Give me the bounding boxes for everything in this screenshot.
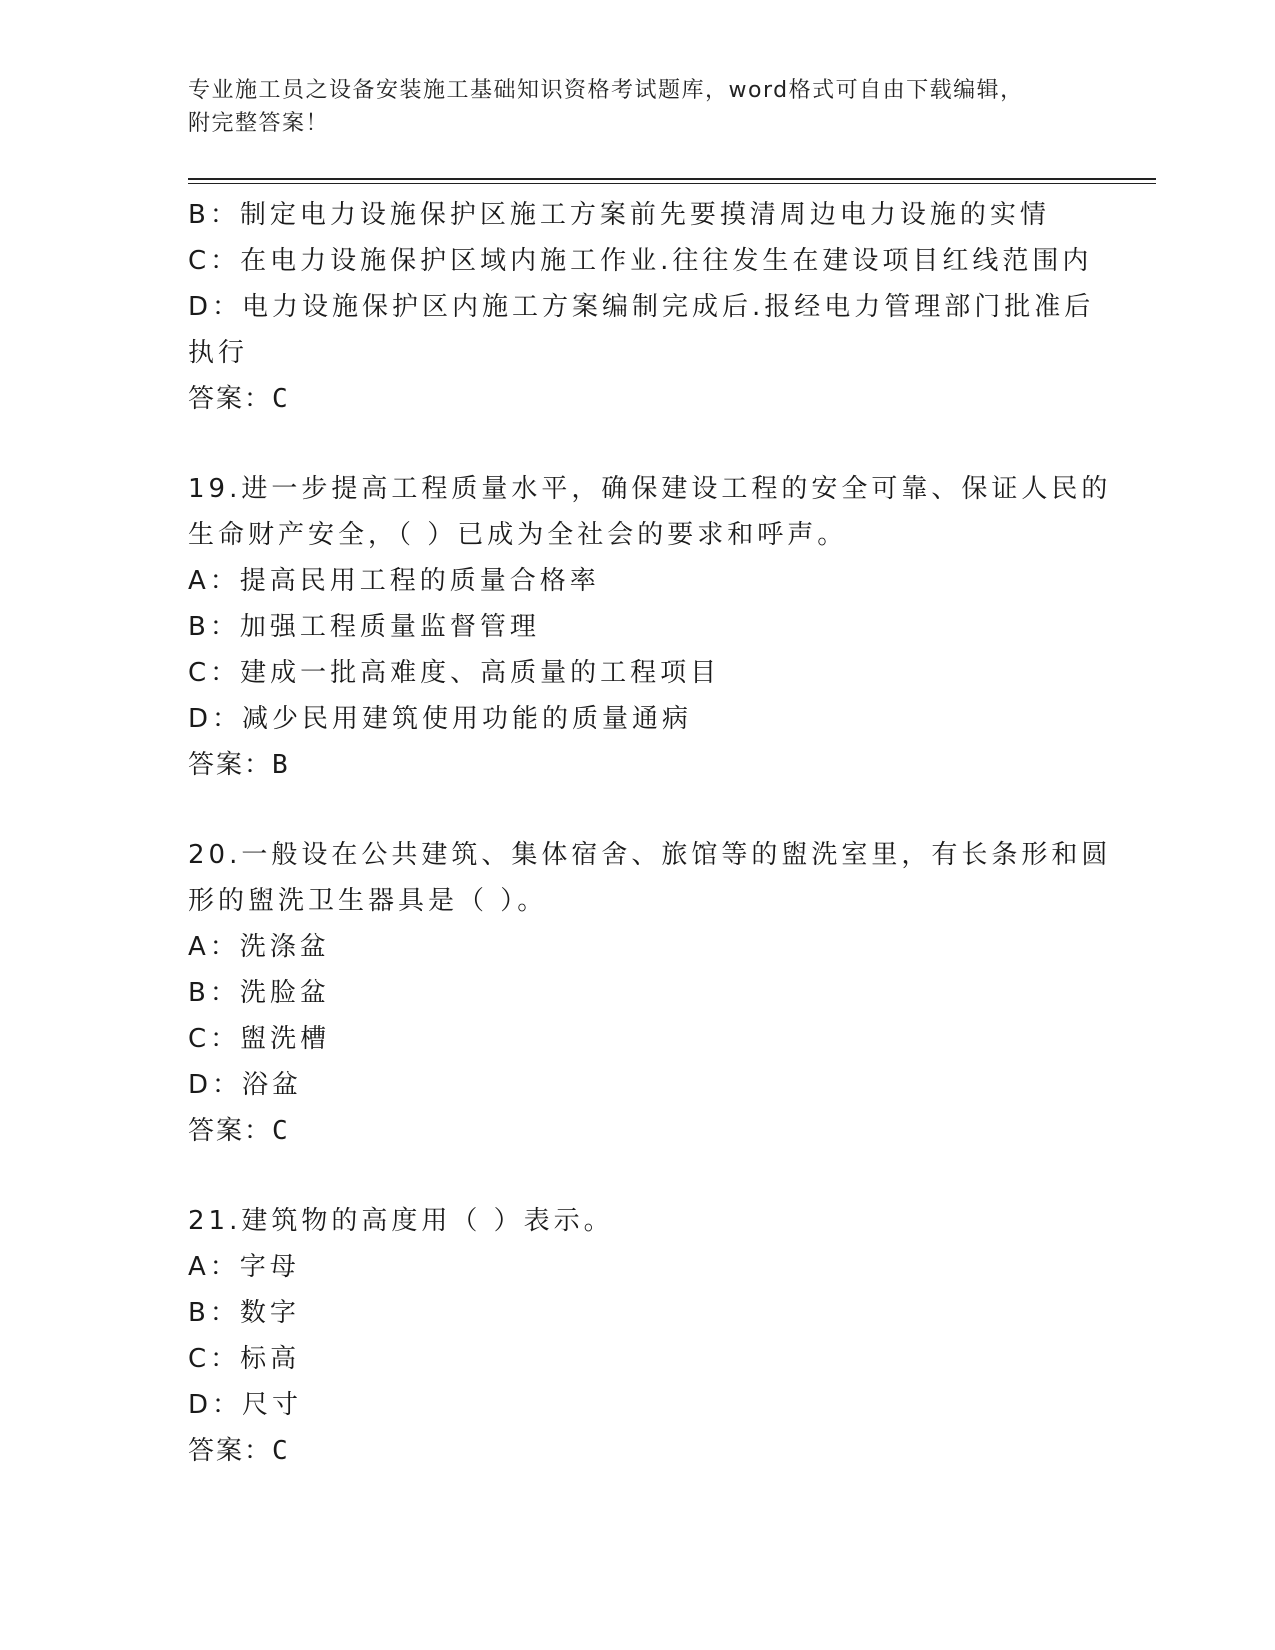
option-c: C：建成一批高难度、高质量的工程项目 <box>188 658 721 688</box>
question-18-continued <box>188 192 1095 422</box>
option-b: B：数字 <box>188 1298 300 1328</box>
option-b: B：洗脸盆 <box>188 978 330 1008</box>
header-line-2: 附完整答案！ <box>188 111 330 136</box>
question-stem: 21.建筑物的高度用（ ）表示。 <box>188 1206 614 1236</box>
option-d: D：减少民用建筑使用功能的质量通病 <box>188 704 693 734</box>
option-a: A：提高民用工程的质量合格率 <box>188 566 600 596</box>
answer: 答案：C <box>188 384 290 414</box>
document-header <box>188 74 1068 140</box>
option-b: B：制定电力设施保护区施工方案前先要摸清周边电力设施的实情 <box>188 200 1050 230</box>
option-d-continued: 执行 <box>188 338 249 368</box>
option-d: D：尺寸 <box>188 1390 303 1420</box>
question-list <box>188 192 1112 1474</box>
option-d: D：浴盆 <box>188 1070 303 1100</box>
option-c: C：标高 <box>188 1344 301 1374</box>
answer: 答案：B <box>188 750 290 780</box>
option-a: A：字母 <box>188 1252 300 1282</box>
option-d: D：电力设施保护区内施工方案编制完成后.报经电力管理部门批准后 <box>188 292 1095 322</box>
question-stem-continued: 形的盥洗卫生器具是（ ）。 <box>188 886 548 916</box>
header-divider-thick <box>188 178 1156 180</box>
question-stem: 19.进一步提高工程质量水平，确保建设工程的安全可靠、保证人民的 <box>188 474 1112 504</box>
answer: 答案：C <box>188 1436 290 1466</box>
option-b: B：加强工程质量监督管理 <box>188 612 540 642</box>
question-20 <box>188 832 1112 1154</box>
option-c: C：盥洗槽 <box>188 1024 331 1054</box>
question-21 <box>188 1198 1088 1474</box>
option-a: A：洗涤盆 <box>188 932 330 962</box>
question-stem-continued: 生命财产安全，（ ）已成为全社会的要求和呼声。 <box>188 520 848 550</box>
header-divider-thin <box>188 183 1156 184</box>
question-stem: 20.一般设在公共建筑、集体宿舍、旅馆等的盥洗室里，有长条形和圆 <box>188 840 1112 870</box>
question-19 <box>188 466 1112 788</box>
header-line-1: 专业施工员之设备安装施工基础知识资格考试题库，word格式可自由下载编辑， <box>188 78 1024 103</box>
option-c: C：在电力设施保护区域内施工作业.往往发生在建设项目红线范围内 <box>188 246 1093 276</box>
answer: 答案：C <box>188 1116 290 1146</box>
